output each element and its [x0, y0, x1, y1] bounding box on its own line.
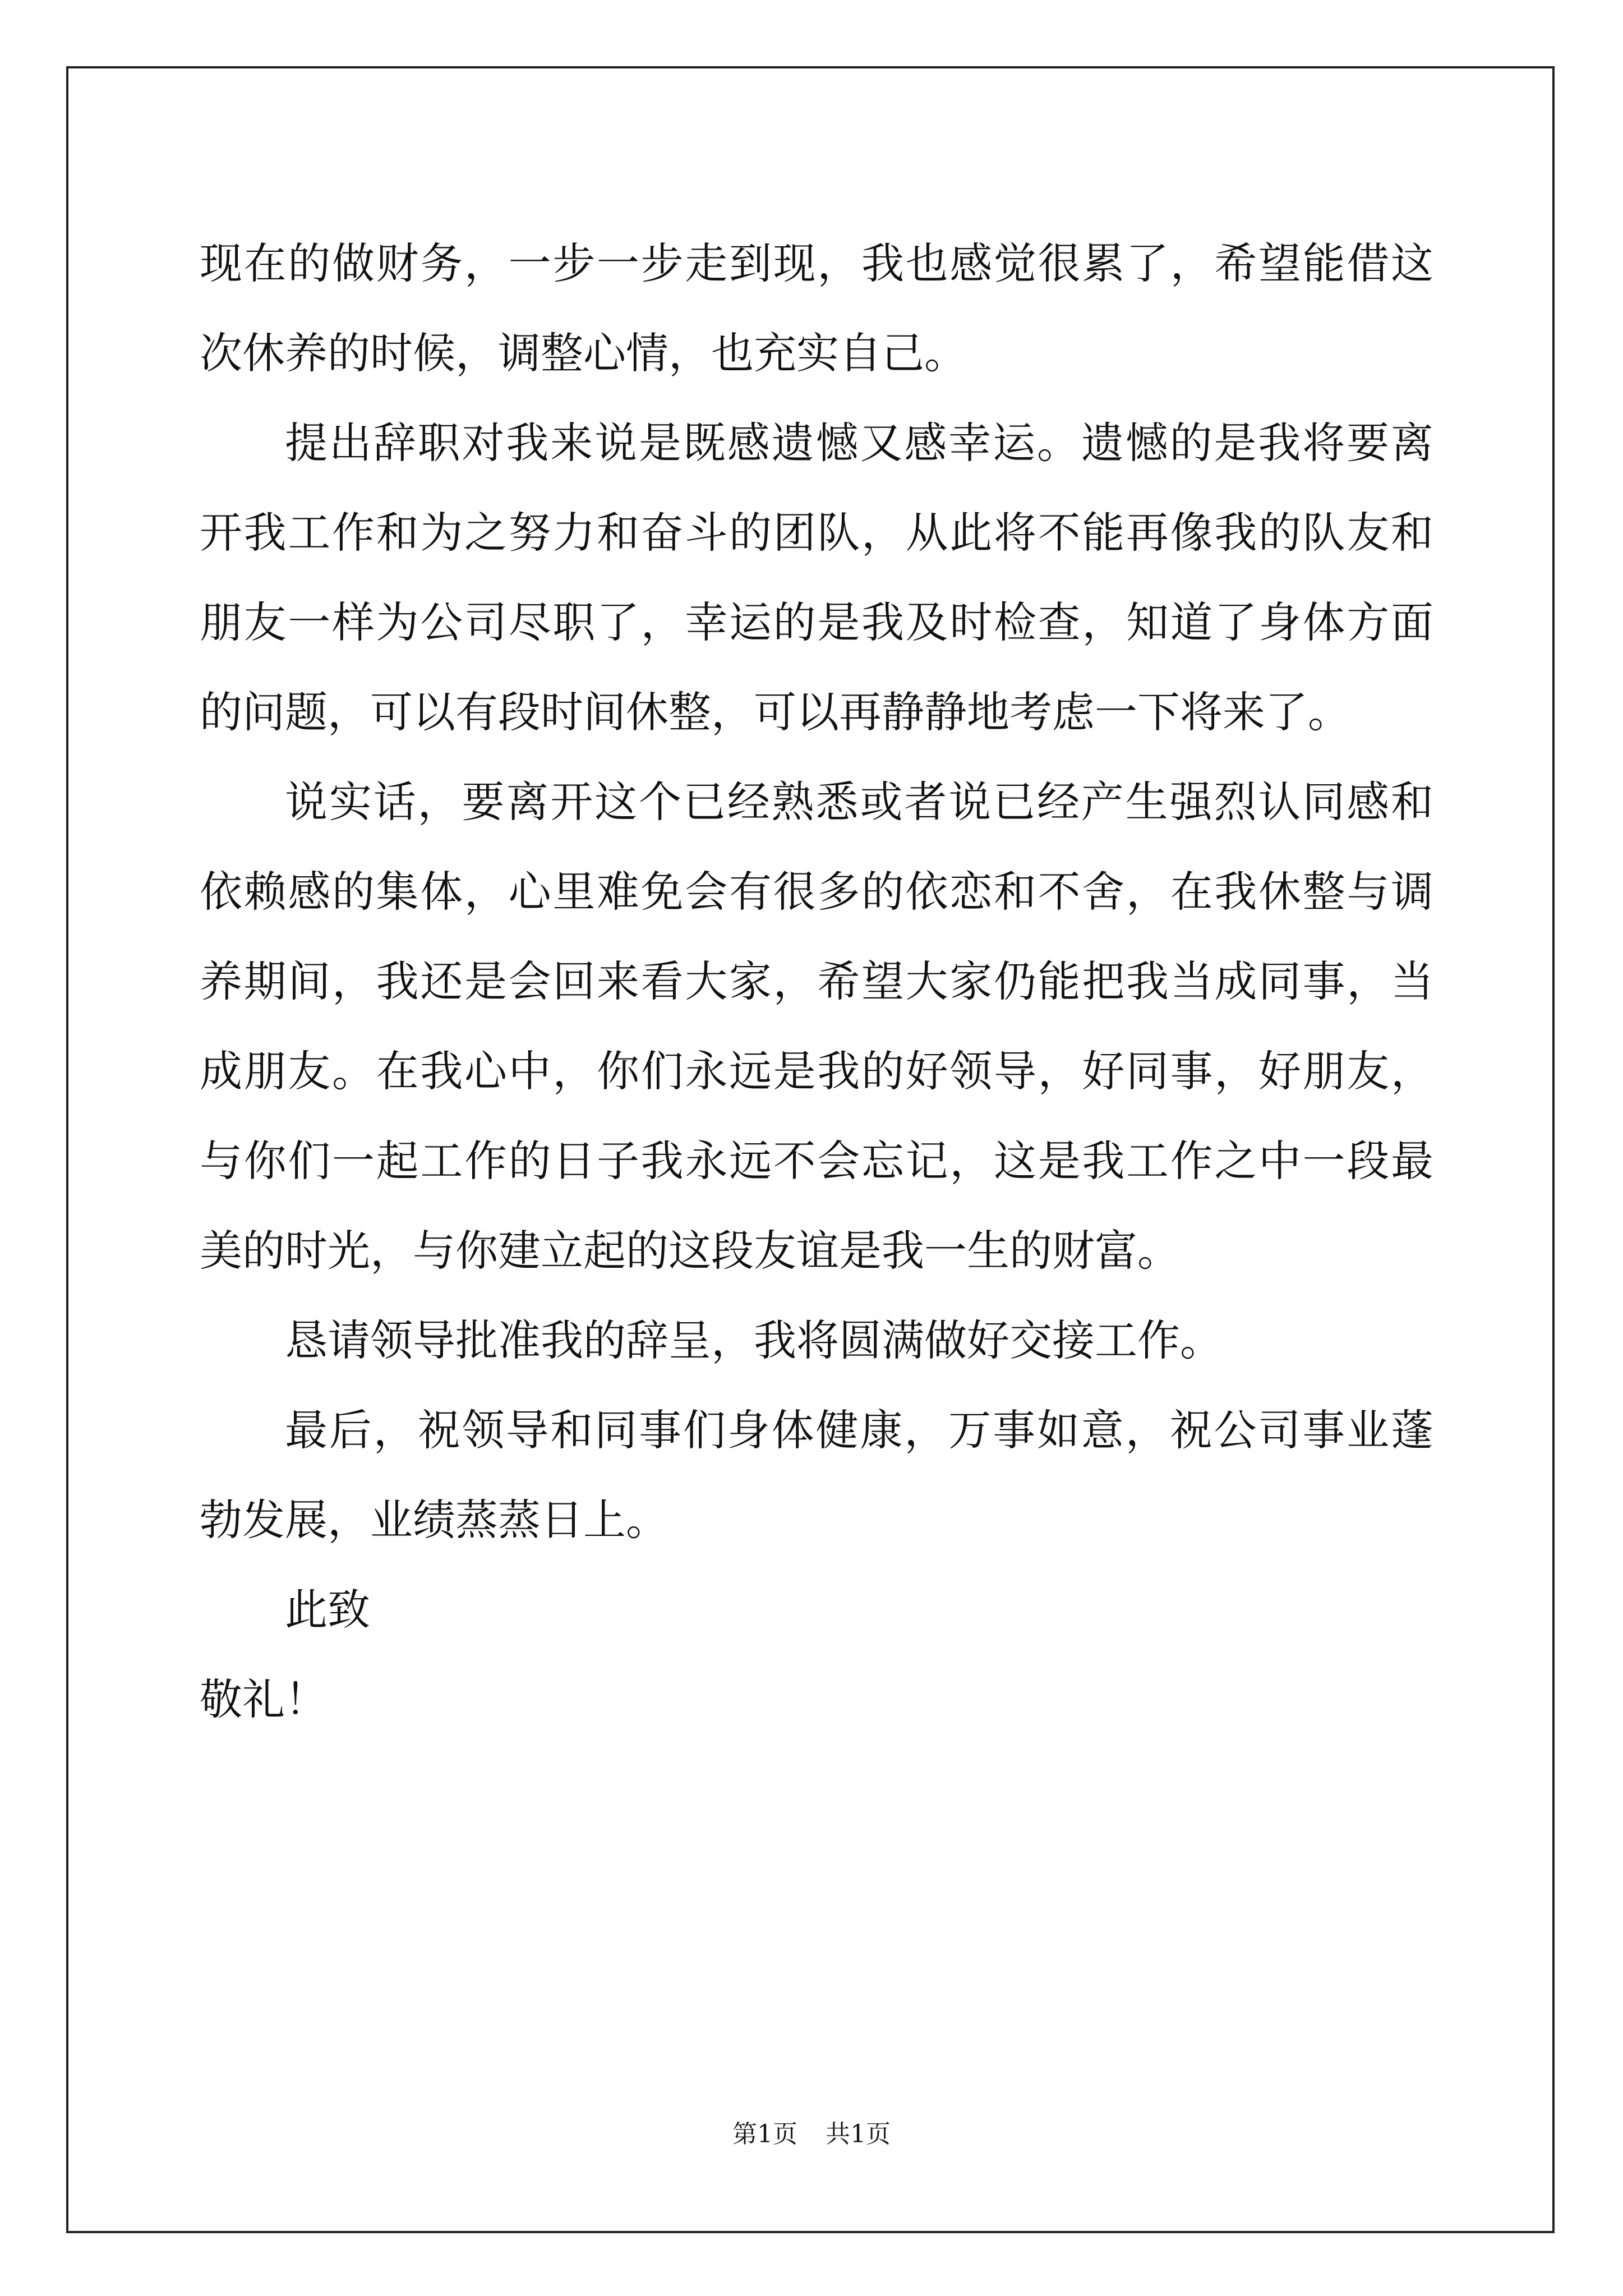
paragraph-resignation-reason: 提出辞职对我来说是既感遗憾又感幸运。遗憾的是我将要离开我工作和为之努力和奋斗的团队，从此将不能再像我的队友和朋友一样为公司尽职了，幸运的是我及时检查，知道了身体方面的问题，可以有段时间休整，可以再静静地考虑一下将来了。: [200, 418, 1433, 737]
paragraph-wishes: 最后，祝领导和同事们身体健康，万事如意，祝公司事业蓬勃发展，业绩蒸蒸日上。: [200, 1405, 1433, 1545]
paragraph-farewell: 说实话，要离开这个已经熟悉或者说已经产生强烈认同感和依赖感的集体，心里难免会有很多的依恋和不舍，在我休整与调养期间，我还是会回来看大家，希望大家仍能把我当成同事，当成朋友。在我心中，你们永远是我的好领导，好同事，好朋友，与你们一起工作的日子我永远不会忘记，这是我工作之中一段最美的时光，与你建立起的这段友谊是我一生的财富。: [200, 777, 1433, 1276]
page-number-total: 共1页: [826, 2120, 891, 2148]
paragraph-request: 恳请领导批准我的辞呈，我将圆满做好交接工作。: [285, 1315, 1223, 1365]
letter-body: [200, 219, 1433, 1745]
paragraph-continuation: 现在的做财务，一步一步走到现，我也感觉很累了，希望能借这次休养的时候，调整心情，也充实自己。: [200, 238, 1433, 378]
page-number-current: 第1页: [732, 2120, 797, 2148]
paragraph-cizhi: 此致: [285, 1585, 370, 1635]
closing-salutation: 敬礼！: [200, 1674, 328, 1724]
page-footer: [0, 2118, 1623, 2151]
